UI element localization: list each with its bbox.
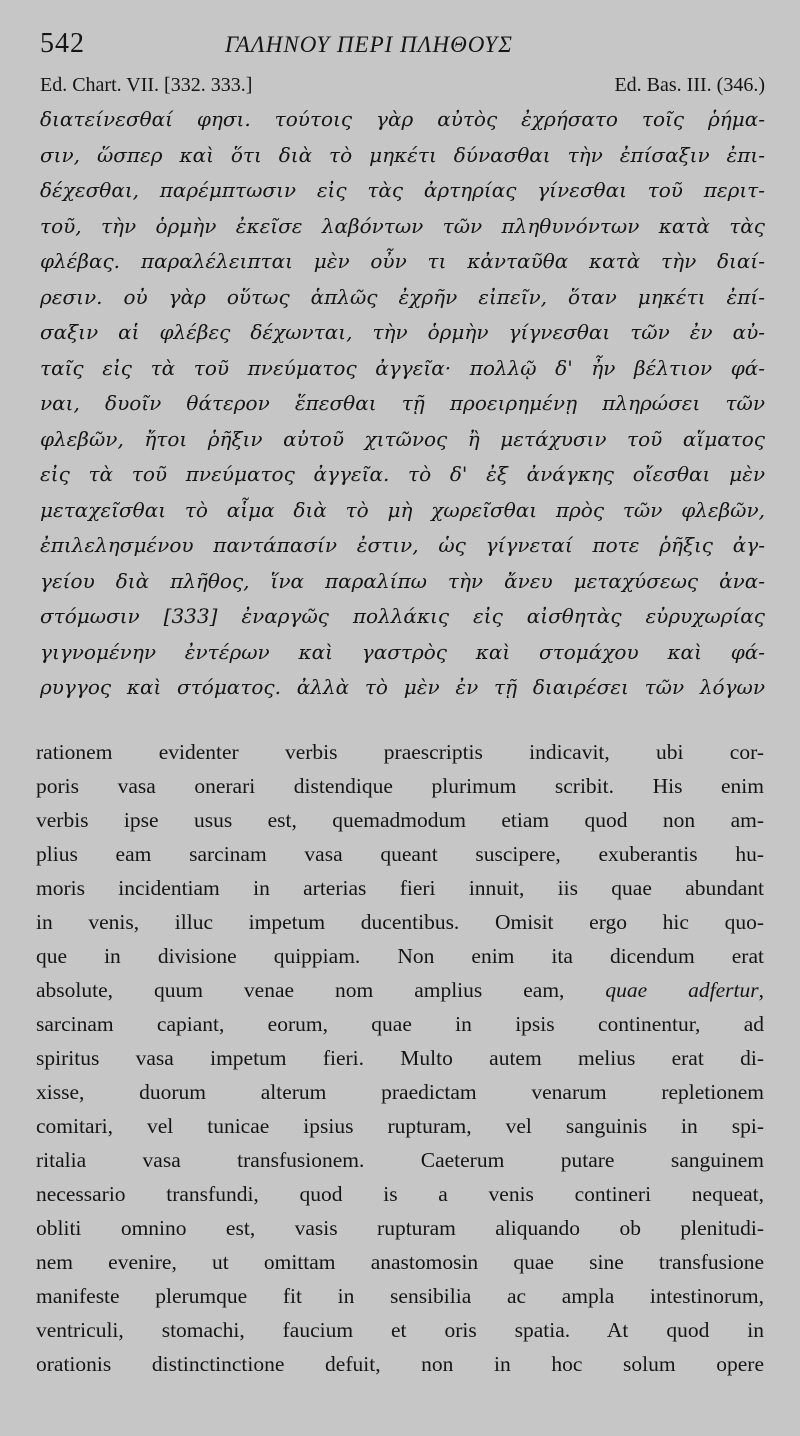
greek-line: γείου διὰ πλῆθος, ἵνα παραλίπω τὴν ἄνευ μεταχύσεως ἀνα- bbox=[40, 568, 765, 593]
latin-line: que in divisione quippiam. Non enim ita dicendum erat bbox=[36, 944, 764, 968]
latin-line: sarcinam capiant, eorum, quae in ipsis continentur, ad bbox=[36, 1012, 764, 1036]
latin-line: obliti omnino est, vasis rupturam aliquando ob plenitudi- bbox=[36, 1216, 764, 1240]
italic-phrase: quae adfertur bbox=[605, 978, 759, 1002]
latin-line: plius eam sarcinam vasa queant suscipere, exuberantis hu- bbox=[36, 842, 764, 866]
greek-line: φλέβας. παραλέλειπται μὲν οὖν τι κἀνταῦθα κατὰ τὴν διαί- bbox=[40, 249, 765, 273]
greek-line: δέχεσθαι, παρέμπτωσιν εἰς τὰς ἀρτηρίας γίνεσθαι τοῦ περιτ- bbox=[40, 178, 765, 202]
greek-line: ταῖς εἰς τὰ τοῦ πνεύματος ἀγγεῖα· πολλῷ δ' ἦν βέλτιον φά- bbox=[40, 355, 765, 380]
greek-line: ἐπιλελησμένου παντάπασίν ἐστιν, ὡς γίγνεταί ποτε ῥῆξις ἀγ- bbox=[40, 533, 765, 557]
edition-chart-reference: Ed. Chart. VII. [332. 333.] bbox=[40, 74, 253, 96]
latin-line: poris vasa onerari distendique plurimum scribit. His enim bbox=[36, 774, 764, 798]
latin-line: in venis, illuc impetum ducentibus. Omisit ergo hic quo- bbox=[36, 910, 764, 934]
latin-line: comitari, vel tunicae ipsius rupturam, vel sanguinis in spi- bbox=[36, 1114, 764, 1138]
greek-line: φλεβῶν, ἤτοι ῥῆξιν αὐτοῦ χιτῶνος ἢ μετάχυσιν τοῦ αἵματος bbox=[40, 426, 765, 451]
edition-reference-line bbox=[40, 72, 765, 100]
greek-line: ναι, δυοῖν θάτερον ἕπεσθαι τῇ προειρημένῃ πληρώσει τῶν bbox=[40, 391, 765, 415]
latin-line: absolute, quum venae nom amplius eam, quae adfertur, bbox=[36, 978, 764, 1002]
greek-line: τοῦ, τὴν ὁρμὴν ἐκεῖσε λαβόντων τῶν πληθυνόντων κατὰ τὰς bbox=[40, 213, 765, 238]
greek-line: γιγνομένην ἐντέρων καὶ γαστρὸς καὶ στομάχου καὶ φά- bbox=[40, 639, 765, 664]
latin-line: necessario transfundi, quod is a venis contineri nequeat, bbox=[36, 1182, 764, 1206]
latin-line: nem evenire, ut omittam anastomosin quae sine transfusione bbox=[36, 1250, 764, 1274]
latin-line: rationem evidenter verbis praescriptis indicavit, ubi cor- bbox=[36, 740, 764, 764]
latin-line: manifeste plerumque fit in sensibilia ac ampla intestinorum, bbox=[36, 1284, 764, 1308]
latin-line: moris incidentiam in arterias fieri innuit, iis quae abundant bbox=[36, 876, 764, 900]
greek-line: σαξιν αἱ φλέβες δέχωνται, τὴν ὁρμὴν γίγνεσθαι τῶν ἐν αὐ- bbox=[40, 320, 765, 344]
greek-line: ρυγγος καὶ στόματος. ἀλλὰ τὸ μὲν ἐν τῇ διαιρέσει τῶν λόγων bbox=[40, 675, 765, 699]
edition-basel-reference: Ed. Bas. III. (346.) bbox=[614, 74, 765, 96]
greek-text-block bbox=[40, 102, 765, 706]
running-title: ΓΑΛΗΝΟΥ ΠΕΡΙ ΠΛΗΘΟΥΣ bbox=[225, 32, 513, 57]
greek-line: στόμωσιν [333] ἐναργῶς πολλάκις εἰς αἰσθητὰς εὐρυχωρίας bbox=[40, 604, 765, 628]
greek-line: σιν, ὥσπερ καὶ ὅτι διὰ τὸ μηκέτι δύνασθαι τὴν ἐπίσαξιν ἐπι- bbox=[40, 142, 765, 167]
latin-line: ventriculi, stomachi, faucium et oris spatia. At quod in bbox=[36, 1318, 764, 1342]
greek-line: μεταχεῖσθαι τὸ αἷμα διὰ τὸ μὴ χωρεῖσθαι πρὸς τῶν φλεβῶν, bbox=[40, 497, 765, 522]
latin-line: xisse, duorum alterum praedictam venarum repletionem bbox=[36, 1080, 764, 1104]
page-header bbox=[40, 28, 760, 64]
greek-line: εἰς τὰ τοῦ πνεύματος ἀγγεῖα. τὸ δ' ἐξ ἀνάγκης οἴεσθαι μὲν bbox=[40, 462, 765, 486]
latin-line: orationis distinctinctione defuit, non in hoc solum opere bbox=[36, 1352, 764, 1376]
latin-text-block bbox=[36, 735, 764, 1381]
latin-line: verbis ipse usus est, quemadmodum etiam quod non am- bbox=[36, 808, 764, 832]
latin-line: spiritus vasa impetum fieri. Multo autem melius erat di- bbox=[36, 1046, 764, 1070]
page-number: 542 bbox=[40, 28, 85, 59]
greek-line: ρεσιν. οὐ γὰρ οὕτως ἁπλῶς ἐχρῆν εἰπεῖν, ὅταν μηκέτι ἐπί- bbox=[40, 284, 765, 309]
latin-line: ritalia vasa transfusionem. Caeterum putare sanguinem bbox=[36, 1148, 764, 1172]
greek-line: διατείνεσθαί φησι. τούτοις γὰρ αὐτὸς ἐχρήσατο τοῖς ῥήμα- bbox=[40, 107, 765, 131]
